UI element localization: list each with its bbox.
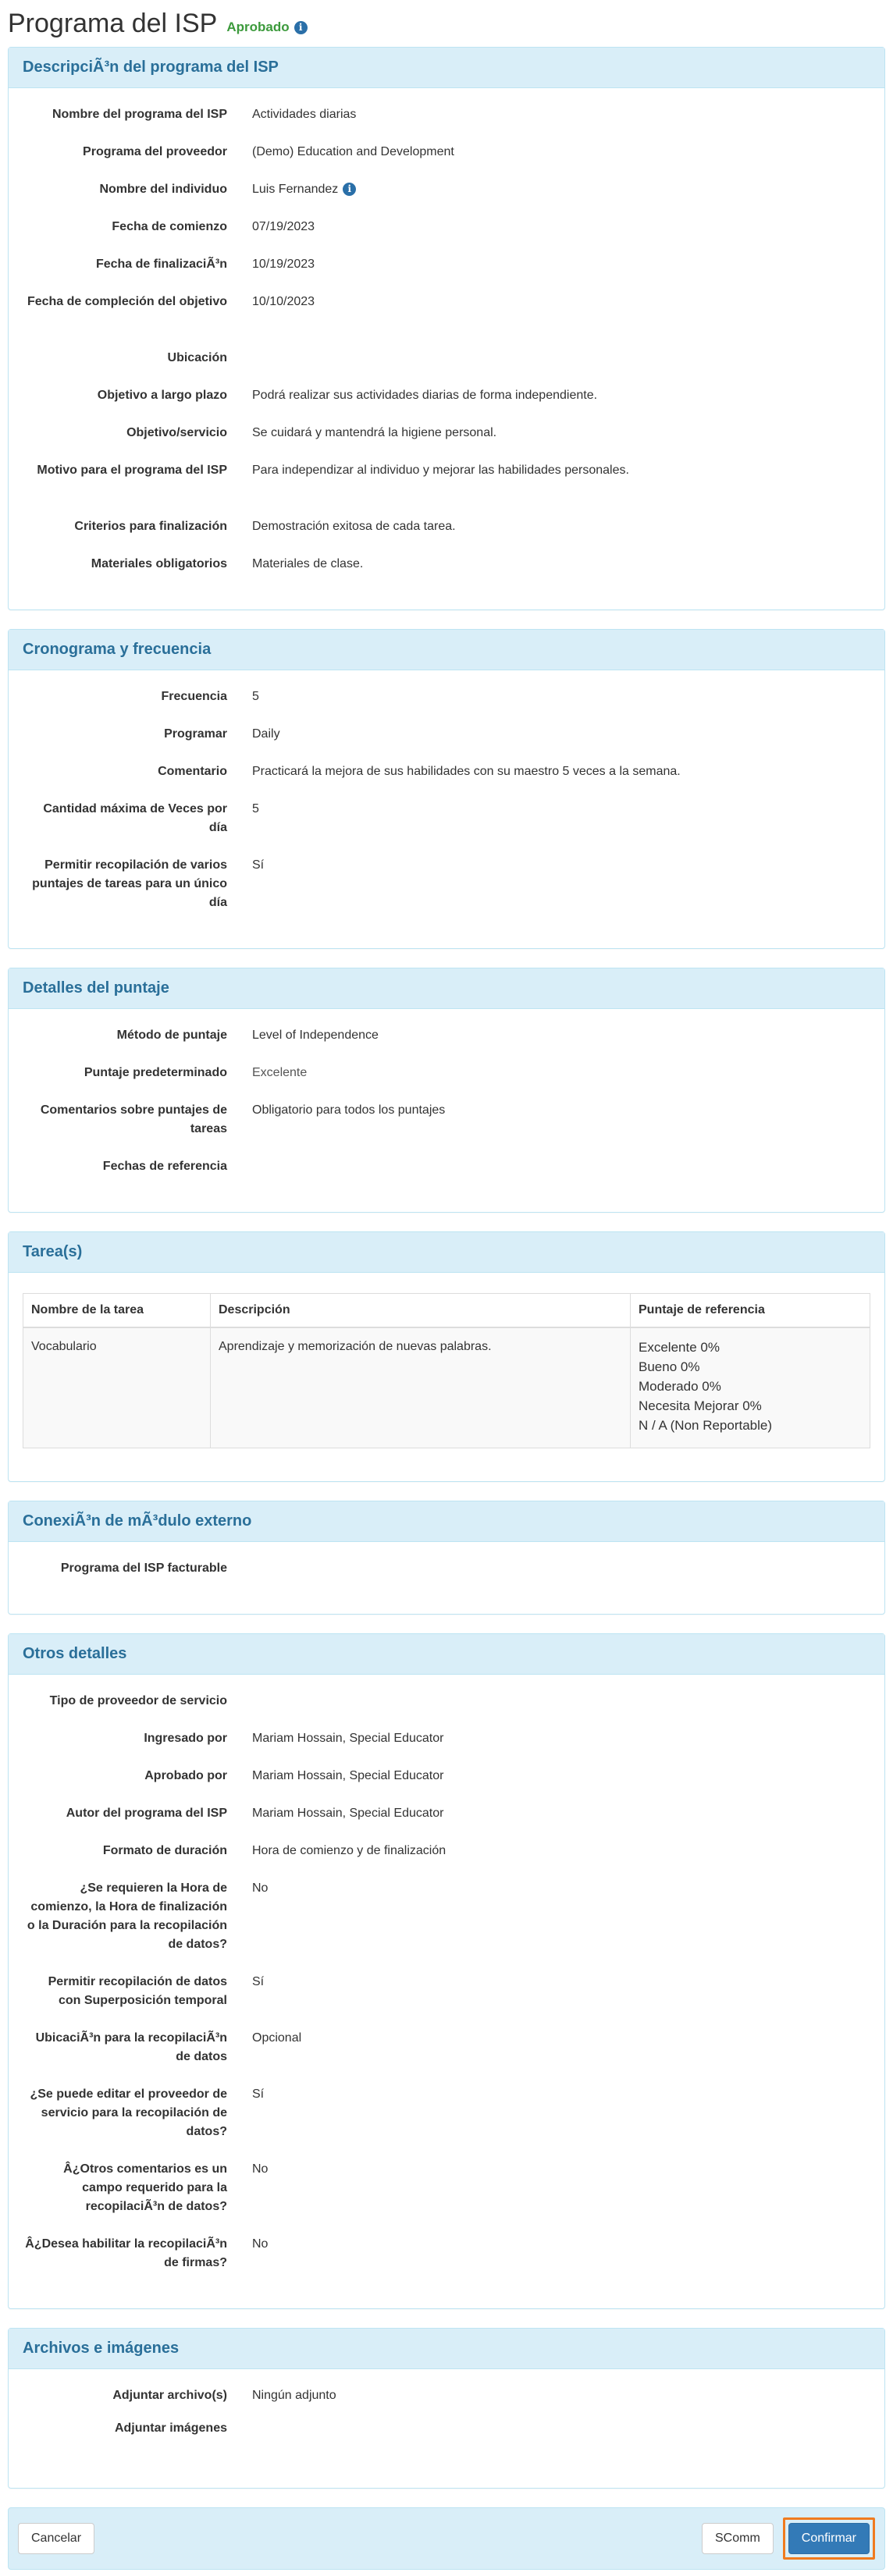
field-label: Fechas de referencia <box>102 1160 227 1173</box>
scomm-button[interactable]: SComm <box>702 2523 774 2554</box>
files-panel <box>8 2328 885 2489</box>
field-row <box>23 218 870 255</box>
field-value: Level of Independence <box>252 1029 379 1042</box>
field-label: Adjuntar imágenes <box>114 2421 227 2435</box>
page-header <box>8 0 885 47</box>
tasks-panel <box>8 1231 885 1482</box>
field-row <box>23 349 870 386</box>
field-label: Programa del proveedor <box>83 145 227 158</box>
scoring-panel-heading <box>9 968 884 1009</box>
files-panel-heading <box>9 2329 884 2369</box>
field-value: Actividades diarias <box>252 108 357 121</box>
field-row <box>23 386 870 424</box>
status-badge: Aprobado <box>226 20 290 34</box>
field-row <box>23 725 870 762</box>
field-row <box>23 1804 870 1842</box>
field-value: Mariam Hossain, Special Educator <box>252 1769 444 1782</box>
task-description: Aprendizaje y memorización de nuevas palabras. <box>211 1327 631 1448</box>
field-label: Tipo de proveedor de servicio <box>49 1694 227 1707</box>
field-value: Hora de comienzo y de finalización <box>252 1844 446 1857</box>
field-label: Objetivo/servicio <box>126 426 227 439</box>
field-value: No <box>252 1881 269 1895</box>
field-value: Mariam Hossain, Special Educator <box>252 1732 444 1745</box>
field-value: 10/10/2023 <box>252 295 315 308</box>
field-label: Fecha de comienzo <box>112 220 227 233</box>
field-label: Nombre del individuo <box>99 183 227 196</box>
field-value: Podrá realizar sus actividades diarias de forma independiente. <box>252 389 598 402</box>
field-label: Formato de duración <box>102 1844 227 1857</box>
field-label: ¿Se puede editar el proveedor de servicio para la recopilación de datos? <box>30 2087 227 2138</box>
field-row <box>23 2386 870 2419</box>
field-row <box>23 1559 870 1597</box>
field-row <box>23 461 870 517</box>
field-value: 07/19/2023 <box>252 220 315 233</box>
panel-title: Otros detalles <box>23 1645 127 1662</box>
field-label: Objetivo a largo plazo <box>97 389 227 402</box>
field-row <box>23 2160 870 2235</box>
field-value: Sí <box>252 1975 265 1988</box>
column-header: Nombre de la tarea <box>23 1294 211 1328</box>
field-row <box>23 1842 870 1879</box>
field-row <box>23 555 870 592</box>
external-panel-heading <box>9 1501 884 1542</box>
field-label: Â¿Desea habilitar la recopilaciÃ³n de firmas? <box>25 2237 227 2269</box>
panel-title: DescripciÃ³n del programa del ISP <box>23 59 279 76</box>
scoring-panel <box>8 968 885 1213</box>
confirm-button[interactable]: Confirmar <box>788 2523 870 2554</box>
field-label: ¿Se requieren la Hora de comienzo, la Hora de finalización o la Duración para la recopilación de datos? <box>27 1881 227 1951</box>
field-label: Adjuntar archivo(s) <box>112 2389 227 2402</box>
field-row <box>23 2029 870 2085</box>
score-line: Moderado 0% <box>639 1379 721 1394</box>
field-value: (Demo) Education and Development <box>252 145 454 158</box>
schedule-panel-heading <box>9 630 884 670</box>
panel-title: ConexiÃ³n de mÃ³dulo externo <box>23 1512 252 1530</box>
field-row <box>23 1101 870 1157</box>
field-label: Frecuencia <box>161 690 227 703</box>
field-label: Ingresado por <box>144 1732 227 1745</box>
field-row <box>23 180 870 218</box>
field-row <box>23 105 870 143</box>
field-value: Sí <box>252 858 265 872</box>
page-title: Programa del ISP <box>8 9 218 38</box>
column-header: Descripción <box>211 1294 631 1328</box>
field-label: Motivo para el programa del ISP <box>37 464 227 477</box>
field-value: Ningún adjunto <box>252 2389 336 2402</box>
individual-info-icon[interactable]: i <box>343 183 356 196</box>
footer-action-bar <box>8 2507 885 2570</box>
field-value: Opcional <box>252 2031 302 2045</box>
field-value: Practicará la mejora de sus habilidades con su maestro 5 veces a la semana. <box>252 765 681 778</box>
field-label: Aprobado por <box>144 1769 227 1782</box>
field-value: Para independizar al individuo y mejorar las habilidades personales. <box>252 464 629 477</box>
field-row <box>23 1157 870 1195</box>
field-label: Fecha de compleción del objetivo <box>27 295 227 308</box>
confirm-highlight <box>783 2517 875 2560</box>
field-row <box>23 143 870 180</box>
field-row <box>23 2235 870 2291</box>
panel-title: Archivos e imágenes <box>23 2340 180 2357</box>
field-value: Excelente <box>252 1066 308 1079</box>
field-label: Puntaje predeterminado <box>84 1066 227 1079</box>
field-label: UbicaciÃ³n para la recopilaciÃ³n de datos <box>35 2031 227 2063</box>
field-value: No <box>252 2162 269 2176</box>
field-value: Se cuidará y mantendrá la higiene personal. <box>252 426 497 439</box>
field-label: Comentario <box>158 765 227 778</box>
field-label: Programar <box>164 727 227 741</box>
panel-title: Cronograma y frecuencia <box>23 641 212 658</box>
field-row <box>23 1973 870 2029</box>
score-line: Bueno 0% <box>639 1359 700 1374</box>
field-value: Sí <box>252 2087 265 2101</box>
score-line: Necesita Mejorar 0% <box>639 1398 762 1413</box>
field-label: Permitir recopilación de varios puntajes de tareas para un único día <box>32 858 227 909</box>
panel-title: Tarea(s) <box>23 1243 83 1260</box>
info-icon[interactable]: i <box>294 21 308 34</box>
field-value: Mariam Hossain, Special Educator <box>252 1807 444 1820</box>
table-header-row <box>23 1294 870 1328</box>
other-details-panel <box>8 1633 885 2309</box>
description-panel-heading <box>9 48 884 88</box>
field-label: Criterios para finalización <box>74 520 227 533</box>
field-row <box>23 762 870 800</box>
field-value: Obligatorio para todos los puntajes <box>252 1103 446 1117</box>
panel-title: Detalles del puntaje <box>23 979 169 997</box>
field-row <box>23 856 870 931</box>
score-line: Excelente 0% <box>639 1340 720 1355</box>
field-row <box>23 2085 870 2160</box>
field-value: 5 <box>252 802 259 815</box>
field-row <box>23 800 870 856</box>
field-value: No <box>252 2237 269 2251</box>
field-label: Programa del ISP facturable <box>60 1562 227 1575</box>
field-label: Â¿Otros comentarios es un campo requerido para la recopilaciÃ³n de datos? <box>63 2162 227 2213</box>
field-row <box>23 688 870 725</box>
field-row <box>23 424 870 461</box>
field-row <box>23 1026 870 1064</box>
field-row <box>23 2419 870 2457</box>
field-value: Demostración exitosa de cada tarea. <box>252 520 456 533</box>
field-row <box>23 1729 870 1767</box>
description-panel <box>8 47 885 610</box>
field-row <box>23 1767 870 1804</box>
field-label: Fecha de finalizaciÃ³n <box>95 258 227 271</box>
field-row <box>23 1064 870 1101</box>
schedule-panel <box>8 629 885 949</box>
field-value: Daily <box>252 727 280 741</box>
field-row <box>23 1879 870 1973</box>
field-value: Materiales de clase. <box>252 557 364 570</box>
other-panel-heading <box>9 1634 884 1675</box>
field-row <box>23 293 870 349</box>
field-label: Materiales obligatorios <box>91 557 227 570</box>
field-row <box>23 517 870 555</box>
column-header: Puntaje de referencia <box>631 1294 870 1328</box>
tasks-table <box>23 1293 870 1448</box>
table-row <box>23 1327 870 1448</box>
field-value: 5 <box>252 690 259 703</box>
tasks-panel-heading <box>9 1232 884 1273</box>
field-label: Cantidad máxima de Veces por día <box>43 802 227 834</box>
external-module-panel <box>8 1501 885 1615</box>
field-label: Autor del programa del ISP <box>66 1807 227 1820</box>
task-reference-scores <box>631 1327 870 1448</box>
score-line: N / A (Non Reportable) <box>639 1418 773 1433</box>
field-label: Permitir recopilación de datos con Superposición temporal <box>48 1975 227 2007</box>
field-label: Ubicación <box>167 351 227 364</box>
field-label: Nombre del programa del ISP <box>52 108 227 121</box>
field-row <box>23 1692 870 1729</box>
field-label: Comentarios sobre puntajes de tareas <box>40 1103 227 1135</box>
field-row <box>23 255 870 293</box>
individual-name: Luis Fernandez <box>252 183 339 196</box>
field-value: 10/19/2023 <box>252 258 315 271</box>
field-label: Método de puntaje <box>116 1029 227 1042</box>
task-name: Vocabulario <box>23 1327 211 1448</box>
cancel-button[interactable]: Cancelar <box>18 2523 94 2554</box>
